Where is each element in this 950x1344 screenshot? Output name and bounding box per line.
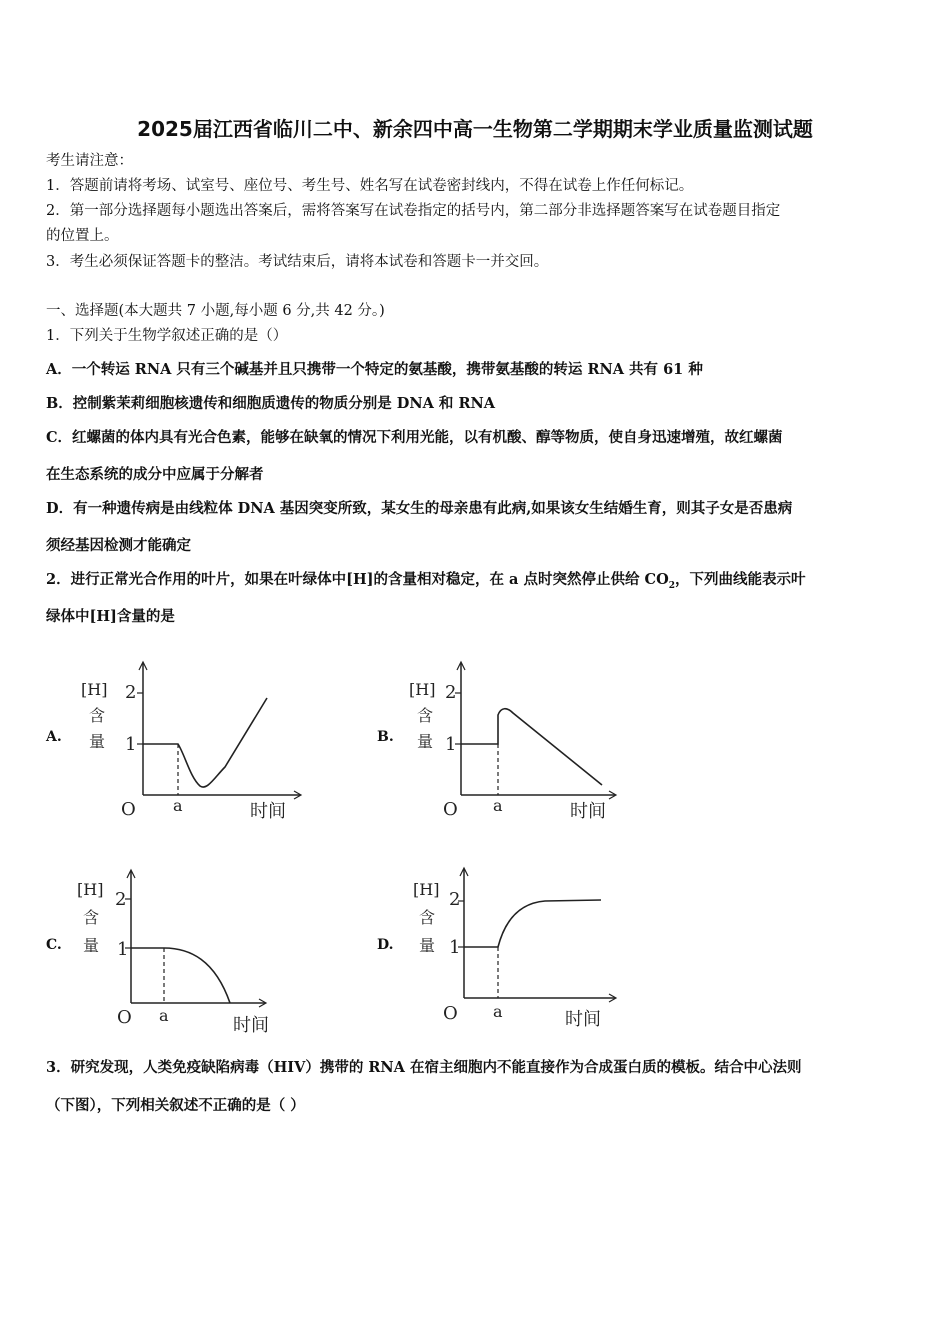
question-1-option-b: B．控制紫茉莉细胞核遗传和细胞质遗传的物质分别是 DNA 和 RNA xyxy=(46,395,496,412)
notice-item-2: 2．第一部分选择题每小题选出答案后，需将答案写在试卷指定的括号内，第二部分非选择题答案写在试卷题目指定 xyxy=(46,203,781,219)
graph-b xyxy=(405,655,645,825)
question-1-option-d: D．有一种遗传病是由线粒体 DNA 基因突变所致，某女生的母亲患有此病,如果该女生结婚生育，则其子女是否患病 xyxy=(46,500,793,517)
graph-a xyxy=(75,655,315,825)
section-heading: 一、选择题(本大题共 7 小题,每小题 6 分,共 42 分。) xyxy=(46,303,385,319)
y-label-char-1: 含 xyxy=(89,706,106,725)
x-axis-label: 时间 xyxy=(565,1009,601,1030)
a-label: a xyxy=(493,1002,503,1021)
graph-c xyxy=(75,865,315,1040)
option-d-label: D. xyxy=(377,937,394,953)
x-axis-label: 时间 xyxy=(233,1015,269,1036)
y-tick-1: 1 xyxy=(125,734,137,755)
question-3-stem: 3．研究发现，人类免疫缺陷病毒（HIV）携带的 RNA 在宿主细胞内不能直接作为合成蛋白质的模板。结合中心法则 xyxy=(46,1059,802,1076)
question-1-option-a: A．一个转运 RNA 只有三个碱基并且只携带一个特定的氨基酸，携带氨基酸的转运 RNA 共有 61 种 xyxy=(46,361,703,378)
y-tick-1: 1 xyxy=(445,734,457,755)
curve-a xyxy=(143,698,267,787)
x-axis-label: 时间 xyxy=(570,801,606,822)
y-label-char-2: 量 xyxy=(417,732,434,751)
option-c-label: C. xyxy=(46,937,62,953)
x-axis-label: 时间 xyxy=(250,801,286,822)
y-label-char-1: 含 xyxy=(419,908,436,927)
option-a-label: A. xyxy=(46,729,62,745)
origin-label: O xyxy=(443,1003,458,1024)
y-tick-2: 2 xyxy=(115,889,127,910)
y-tick-2: 2 xyxy=(125,682,137,703)
origin-label: O xyxy=(121,799,136,820)
question-1-option-d-cont: 须经基因检测才能确定 xyxy=(46,537,191,554)
curve-d xyxy=(464,900,601,947)
a-label: a xyxy=(159,1006,169,1025)
y-axis-label: [H] xyxy=(81,680,108,699)
curve-c xyxy=(131,948,230,1003)
notice-heading: 考生请注意： xyxy=(46,153,133,169)
graph-d xyxy=(405,865,645,1040)
y-label-char-2: 量 xyxy=(419,936,436,955)
notice-item-3: 3．考生必须保证答题卡的整洁。考试结束后，请将本试卷和答题卡一并交回。 xyxy=(46,254,549,270)
y-tick-2: 2 xyxy=(449,889,461,910)
question-2-stem: 2．进行正常光合作用的叶片，如果在叶绿体中[H]的含量相对稳定，在 a 点时突然停止供给 $CO_2$，下列曲线能表示叶 xyxy=(46,571,806,591)
y-label-char-1: 含 xyxy=(417,706,434,725)
page-title: 2025届江西省临川二中、新余四中高一生物第二学期期末学业质量监测试题 xyxy=(137,117,813,141)
y-axis-label: [H] xyxy=(77,880,104,899)
y-tick-1: 1 xyxy=(117,939,129,960)
y-tick-2: 2 xyxy=(445,682,457,703)
question-1-option-c: C．红螺菌的体内具有光合色素，能够在缺氧的情况下利用光能，以有机酸、醇等物质，使自身迅速增殖，故红螺菌 xyxy=(46,429,783,446)
a-label: a xyxy=(493,796,503,815)
notice-item-1: 1．答题前请将考场、试室号、座位号、考生号、姓名写在试卷密封线内，不得在试卷上作任何标记。 xyxy=(46,178,694,194)
notice-item-2-cont: 的位置上。 xyxy=(46,228,119,244)
y-tick-1: 1 xyxy=(449,937,461,958)
question-3-stem-cont: （下图），下列相关叙述不正确的是（ ） xyxy=(46,1097,305,1114)
y-axis-label: [H] xyxy=(413,880,440,899)
origin-label: O xyxy=(443,799,458,820)
option-b-label: B. xyxy=(377,729,394,745)
question-1-stem: 1．下列关于生物学叙述正确的是（） xyxy=(46,328,288,344)
y-label-char-2: 量 xyxy=(83,936,100,955)
question-2-stem-cont: 绿体中[H]含量的是 xyxy=(46,608,175,625)
origin-label: O xyxy=(117,1007,132,1028)
a-label: a xyxy=(173,796,183,815)
question-1-option-c-cont: 在生态系统的成分中应属于分解者 xyxy=(46,466,264,483)
y-label-char-1: 含 xyxy=(83,908,100,927)
y-axis-label: [H] xyxy=(409,680,436,699)
curve-b xyxy=(461,709,602,785)
y-label-char-2: 量 xyxy=(89,732,106,751)
